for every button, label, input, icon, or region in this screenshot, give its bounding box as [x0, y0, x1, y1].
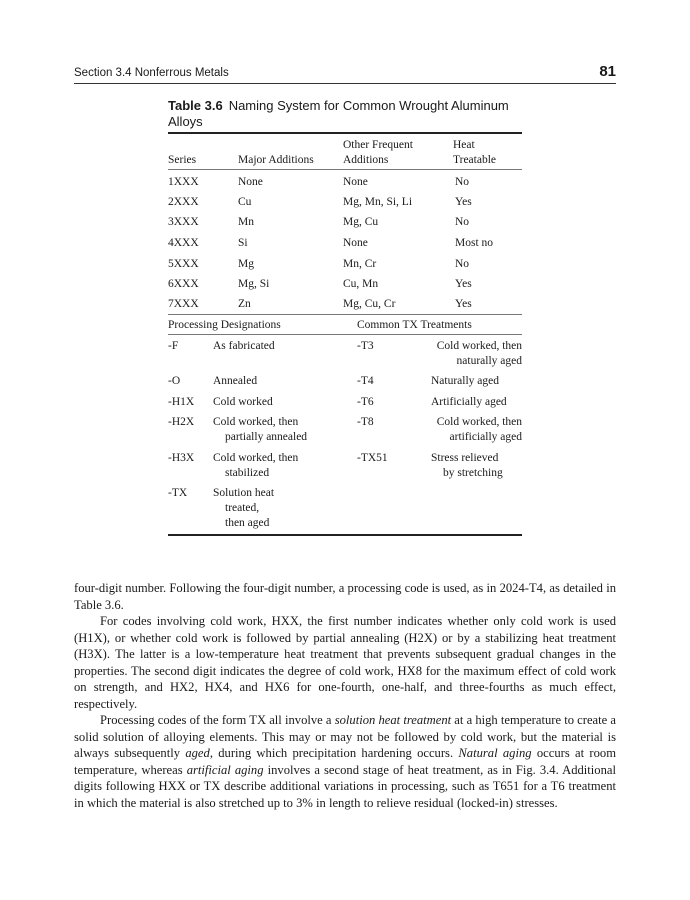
- major-cell: Si: [238, 237, 248, 249]
- designation-desc: Cold worked: [213, 396, 273, 408]
- designation-desc: Solution heat treated, then aged: [213, 487, 275, 529]
- designation-code: -H2X: [168, 416, 195, 428]
- major-cell: Mg: [238, 258, 254, 270]
- term-natural-aging: Natural aging: [458, 746, 532, 760]
- tx-code: -T4: [357, 375, 374, 387]
- tx-code: -T3: [357, 340, 374, 352]
- heat-cell: Yes: [455, 196, 472, 208]
- major-cell: Mg, Si: [238, 278, 270, 290]
- major-cell: Cu: [238, 196, 252, 208]
- other-cell: Mn, Cr: [343, 258, 377, 270]
- heat-cell: Yes: [455, 278, 472, 290]
- heat-cell: No: [455, 216, 470, 228]
- table-label: Table 3.6: [168, 98, 223, 113]
- col-header-major: Major Additions: [238, 154, 314, 166]
- heat-cell: No: [455, 258, 470, 270]
- paragraph: four-digit number. Following the four-digit number, a processing code is used, as in 2024-T4, as detailed in Table 3.6.: [74, 581, 616, 612]
- paragraph: For codes involving cold work, HXX, the first number indicates whether only cold work is used (H1X), or whether cold work is followed by partial annealing (H2X) or by a stabilizing heat treatment (H3X). The latter is a low-temperature heat treatment that prevents subsequent gradual changes in the properties. The second digit indicates the degree of cold work, HX8 for the maximum effect of cold work on strength, and HX2, HX4, and HX6 for one-fourth, one-half, and three-fourths as much effect, respectively.: [74, 614, 616, 711]
- other-cell: Cu, Mn: [343, 278, 379, 290]
- tx-code: -T6: [357, 396, 374, 408]
- table-bottom-rule: [168, 534, 522, 536]
- heat-cell: Yes: [455, 298, 472, 310]
- series-cell: 1XXX: [168, 176, 199, 188]
- table-caption: [168, 98, 528, 130]
- designation-code: -F: [168, 340, 179, 352]
- heat-cell: No: [455, 176, 470, 188]
- major-cell: Mn: [238, 216, 254, 228]
- page-number: 81: [599, 63, 616, 80]
- col-header-heat-line2: Treatable: [453, 154, 497, 166]
- tx-desc: Naturally aged: [431, 375, 500, 387]
- designation-code: -H3X: [168, 452, 195, 464]
- designation-desc: Cold worked, then partially annealed: [213, 416, 308, 443]
- designation-desc: Annealed: [213, 375, 258, 387]
- series-bottom-rule: [168, 314, 522, 315]
- series-cell: 3XXX: [168, 216, 199, 228]
- tx-desc: Stress relieved by stretching: [431, 452, 503, 479]
- subheader-bottom-rule: [168, 334, 522, 335]
- series-cell: 4XXX: [168, 237, 199, 249]
- tx-code: -T8: [357, 416, 374, 428]
- other-cell: None: [343, 237, 368, 249]
- term-artificial-aging: artificial aging: [186, 762, 264, 777]
- other-cell: Mg, Cu, Cr: [343, 298, 396, 310]
- tx-desc: Cold worked, then artificially aged: [436, 416, 522, 443]
- series-cell: 5XXX: [168, 258, 199, 270]
- col-header-other-line2: Additions: [343, 154, 389, 166]
- designation-desc: As fabricated: [213, 340, 275, 352]
- paragraph: Processing codes of the form TX all involve a solution heat treatment at a high temperature to create a solid solution of alloying elements. This may or may not be followed by cold work, but the material is always subsequently aged, during which precipitation hardening occurs. Natural aging occurs at room temperature, whereas artificial aging involves a second stage of heat treatment, as in Fig. 3.4. Additional digits following HXX or TX describe additional variations in processing, such as T651 for a T6 treatment in which the material is also stretched up to 3% in length to relieve residual (locked-in) stresses.: [74, 713, 616, 810]
- series-cell: 7XXX: [168, 298, 199, 310]
- tx-code: -TX51: [357, 452, 388, 464]
- col-header-other-line1: Other Frequent: [343, 139, 413, 151]
- other-cell: Mg, Mn, Si, Li: [343, 196, 413, 208]
- designation-code: -TX: [168, 487, 188, 499]
- series-cell: 6XXX: [168, 278, 199, 290]
- col-header-heat-line1: Heat: [453, 139, 475, 151]
- heat-cell: Most no: [455, 237, 494, 249]
- header-rule: [74, 83, 616, 84]
- term-solution-heat-treatment: solution heat treatment: [334, 713, 452, 727]
- processing-designations-header: Processing Designations: [168, 319, 281, 331]
- section-title: Section 3.4 Nonferrous Metals: [74, 67, 229, 79]
- col-header-series: Series: [168, 154, 197, 166]
- header-bottom-rule: [168, 169, 522, 170]
- major-cell: Zn: [238, 298, 251, 310]
- other-cell: Mg, Cu: [343, 216, 379, 228]
- designation-code: -O: [168, 375, 181, 387]
- common-tx-treatments-header: Common TX Treatments: [357, 319, 472, 331]
- tx-desc: Cold worked, then naturally aged: [436, 340, 522, 367]
- series-cell: 2XXX: [168, 196, 199, 208]
- tx-desc: Artificially aged: [431, 396, 507, 408]
- running-header: [74, 63, 616, 84]
- other-cell: None: [343, 176, 368, 188]
- table-top-rule: [168, 132, 522, 134]
- designation-code: -H1X: [168, 396, 195, 408]
- designation-desc: Cold worked, then stabilized: [213, 452, 299, 479]
- body-text: [74, 580, 616, 811]
- table-title: Naming System for Common Wrought Aluminum Alloys: [168, 98, 509, 129]
- major-cell: None: [238, 176, 263, 188]
- term-aged: aged: [185, 746, 210, 760]
